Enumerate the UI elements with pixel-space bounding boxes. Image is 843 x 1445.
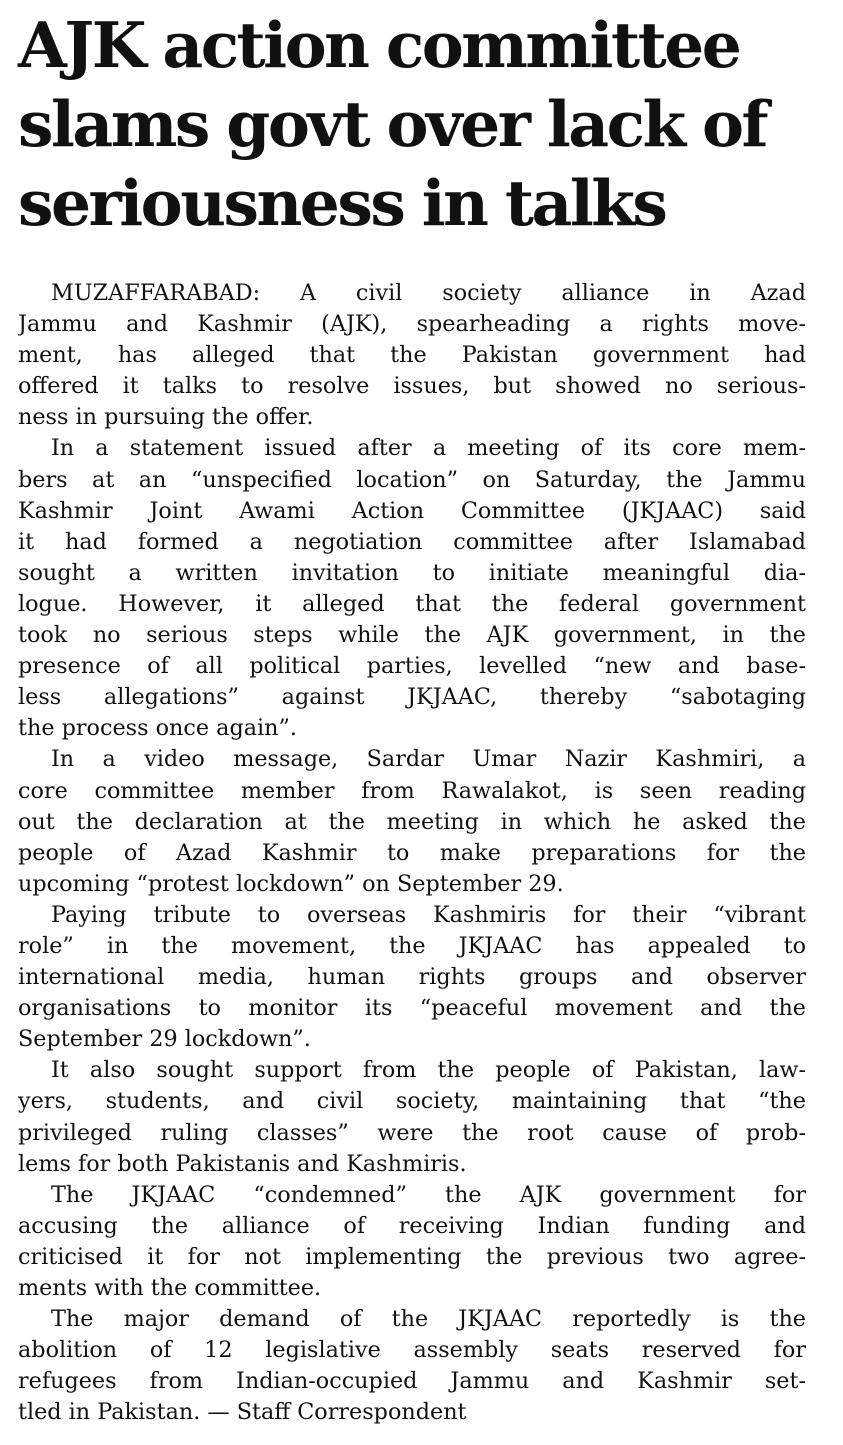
article-line: Jammu and Kashmir (AJK), spearheading a rights move- [18,311,806,338]
article-line: people of Azad Kashmir to make preparations for the [18,839,806,866]
article-line: criticised it for not implementing the previous two agree- [18,1243,806,1270]
article-line: core committee member from Rawalakot, is seen reading [18,777,806,804]
article-headline [18,6,830,243]
article-line: In a statement issued after a meeting of its core mem- [51,435,806,462]
article-line: ment, has alleged that the Pakistan government had [18,342,806,369]
article-line: Kashmir Joint Awami Action Committee (JKJAAC) said [18,497,806,524]
article-line: In a video message, Sardar Umar Nazir Kashmiri, a [51,746,806,773]
article-line: abolition of 12 legislative assembly seats reserved for [18,1337,806,1364]
article-line: The JKJAAC “condemned” the AJK government for [51,1181,806,1208]
article-line: MUZAFFARABAD: A civil society alliance in Azad [51,280,806,306]
article-line: tled in Pakistan. — Staff Correspondent [18,1399,467,1426]
article-line: role” in the movement, the JKJAAC has appealed to [18,932,806,959]
article-line: presence of all political parties, levelled “new and base- [18,653,806,680]
article-line: logue. However, it alleged that the federal government [18,590,806,617]
article-line: It also sought support from the people of Pakistan, law- [51,1057,806,1084]
article-line: lems for both Pakistanis and Kashmiris. [18,1150,467,1177]
article-line: September 29 lockdown”. [18,1026,311,1053]
article-line: ments with the committee. [18,1275,322,1301]
article-line: it had formed a negotiation committee after Islamabad [18,528,806,555]
article-line: refugees from Indian-occupied Jammu and Kashmir set- [18,1368,806,1395]
article-line: out the declaration at the meeting in which he asked the [18,808,806,835]
article-line: took no serious steps while the AJK government, in the [18,622,806,649]
article-line: yers, students, and civil society, maintaining that “the [18,1088,806,1115]
article-line: The major demand of the JKJAAC reportedly is the [51,1306,806,1333]
article-body [18,278,806,1428]
headline-line: seriousness in talks [18,166,666,240]
article-line: ness in pursuing the offer. [18,404,314,431]
article-line: Paying tribute to overseas Kashmiris for their “vibrant [51,901,806,928]
article-line: the process once again”. [18,715,298,742]
article-line: upcoming “protest lockdown” on September 29. [18,870,564,897]
headline-line: AJK action committee [18,8,740,82]
article-line: sought a written invitation to initiate meaningful dia- [18,559,806,586]
article-line: privileged ruling classes” were the root cause of prob- [18,1119,806,1146]
article-line: organisations to monitor its “peaceful movement and the [18,995,806,1022]
headline-line: slams govt over lack of [18,87,767,161]
article-line: less allegations” against JKJAAC, thereby “sabotaging [18,684,806,711]
article-line: accusing the alliance of receiving Indian funding and [18,1212,806,1239]
article-line: bers at an “unspecified location” on Saturday, the Jammu [18,466,806,493]
article-line: offered it talks to resolve issues, but showed no serious- [18,373,806,400]
article-line: international media, human rights groups and observer [18,964,806,991]
